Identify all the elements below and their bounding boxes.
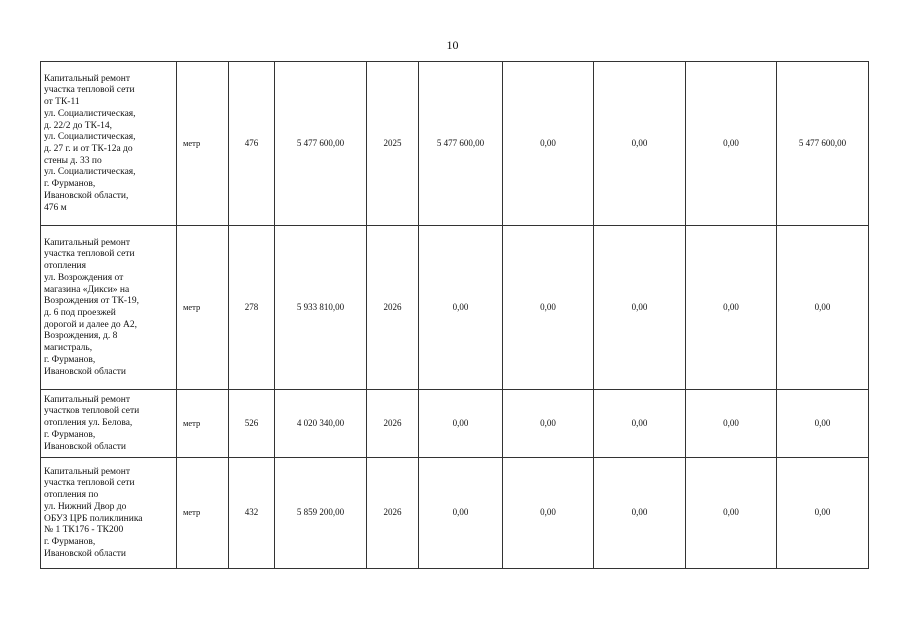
budget-table (40, 61, 869, 569)
table-body (41, 62, 869, 569)
description-line: Капитальный ремонт (44, 73, 131, 84)
quantity-cell: 476 (229, 62, 275, 226)
description-line: ул. Нижний Двор до (44, 501, 127, 512)
description-line: г. Фурманов, (44, 354, 96, 365)
table-row (41, 390, 869, 458)
description-line: участка тепловой сети (44, 249, 135, 260)
description-cell (41, 458, 177, 569)
amount-cell: 0,00 (419, 458, 503, 569)
description-line: Ивановской области (44, 548, 127, 559)
amount-cell: 0,00 (503, 458, 594, 569)
amount-cell: 5 477 600,00 (419, 62, 503, 226)
description-line: отопления ул. Белова, (44, 418, 133, 429)
page-number: 10 (446, 38, 459, 52)
amount-cell: 0,00 (503, 62, 594, 226)
description-cell (41, 390, 177, 458)
description-line: Капитальный ремонт (44, 466, 131, 477)
amount-cell: 0,00 (686, 390, 777, 458)
description-line: Ивановской области (44, 366, 127, 377)
description-cell (41, 226, 177, 390)
description-line: участка тепловой сети (44, 85, 135, 96)
table-row (41, 62, 869, 226)
description-line: д. 27 г. и от ТК-12а до (44, 144, 133, 154)
cost-cell: 4 020 340,00 (275, 390, 367, 458)
description-line: стены д. 33 по (44, 155, 102, 166)
quantity-cell: 432 (229, 458, 275, 569)
year-cell: 2025 (367, 62, 419, 226)
description-line: 476 м (44, 202, 67, 213)
description-line: ул. Социалистическая, (44, 167, 136, 178)
description-line: № 1 ТК176 - ТК200 (44, 525, 124, 536)
amount-cell: 0,00 (777, 458, 869, 569)
description-line: Ивановской области (44, 441, 127, 452)
description-line: от ТК-11 (44, 97, 80, 108)
amount-cell: 0,00 (503, 226, 594, 390)
description-line: отопления (44, 261, 86, 272)
amount-cell: 0,00 (686, 62, 777, 226)
amount-cell: 5 477 600,00 (777, 62, 869, 226)
cost-cell: 5 477 600,00 (275, 62, 367, 226)
table-row (41, 226, 869, 390)
table-row (41, 458, 869, 569)
description-line: г. Фурманов, (44, 179, 96, 190)
description-line: ул. Возрождения от (44, 272, 124, 283)
year-cell: 2026 (367, 390, 419, 458)
amount-cell: 0,00 (686, 458, 777, 569)
cost-cell: 5 859 200,00 (275, 458, 367, 569)
unit-cell: метр (177, 62, 229, 226)
description-cell (41, 62, 177, 226)
description-line: ОБУЗ ЦРБ поликлиника (44, 513, 143, 524)
description-line: д. 22/2 до ТК-14, (44, 120, 112, 131)
description-line: магазина «Дикси» на (44, 284, 130, 295)
description-line: ул. Социалистическая, (44, 108, 136, 119)
unit-cell: метр (177, 390, 229, 458)
description-line: г. Фурманов, (44, 536, 96, 547)
year-cell: 2026 (367, 458, 419, 569)
description-line: ул. Социалистическая, (44, 132, 136, 143)
amount-cell: 0,00 (594, 458, 686, 569)
description-line: Возрождения от ТК-19, (44, 296, 139, 307)
amount-cell: 0,00 (686, 226, 777, 390)
quantity-cell: 526 (229, 390, 275, 458)
description-line: Капитальный ремонт (44, 237, 131, 248)
year-cell: 2026 (367, 226, 419, 390)
unit-cell: метр (177, 226, 229, 390)
amount-cell: 0,00 (503, 390, 594, 458)
amount-cell: 0,00 (777, 390, 869, 458)
amount-cell: 0,00 (594, 390, 686, 458)
amount-cell: 0,00 (594, 62, 686, 226)
amount-cell: 0,00 (419, 390, 503, 458)
amount-cell: 0,00 (594, 226, 686, 390)
description-line: отопления по (44, 490, 99, 501)
description-line: магистраль, (44, 343, 93, 354)
amount-cell: 0,00 (777, 226, 869, 390)
description-line: участка тепловой сети (44, 478, 135, 489)
amount-cell: 0,00 (419, 226, 503, 390)
description-line: Возрождения, д. 8 (44, 331, 118, 342)
description-line: Ивановской области, (44, 190, 129, 201)
cost-cell: 5 933 810,00 (275, 226, 367, 390)
quantity-cell: 278 (229, 226, 275, 390)
description-line: Капитальный ремонт (44, 394, 131, 405)
description-line: участков тепловой сети (44, 406, 140, 417)
unit-cell: метр (177, 458, 229, 569)
description-line: г. Фурманов, (44, 429, 96, 440)
description-line: д. 6 под проезжей (44, 308, 116, 318)
description-line: дорогой и далее до А2, (44, 319, 138, 330)
